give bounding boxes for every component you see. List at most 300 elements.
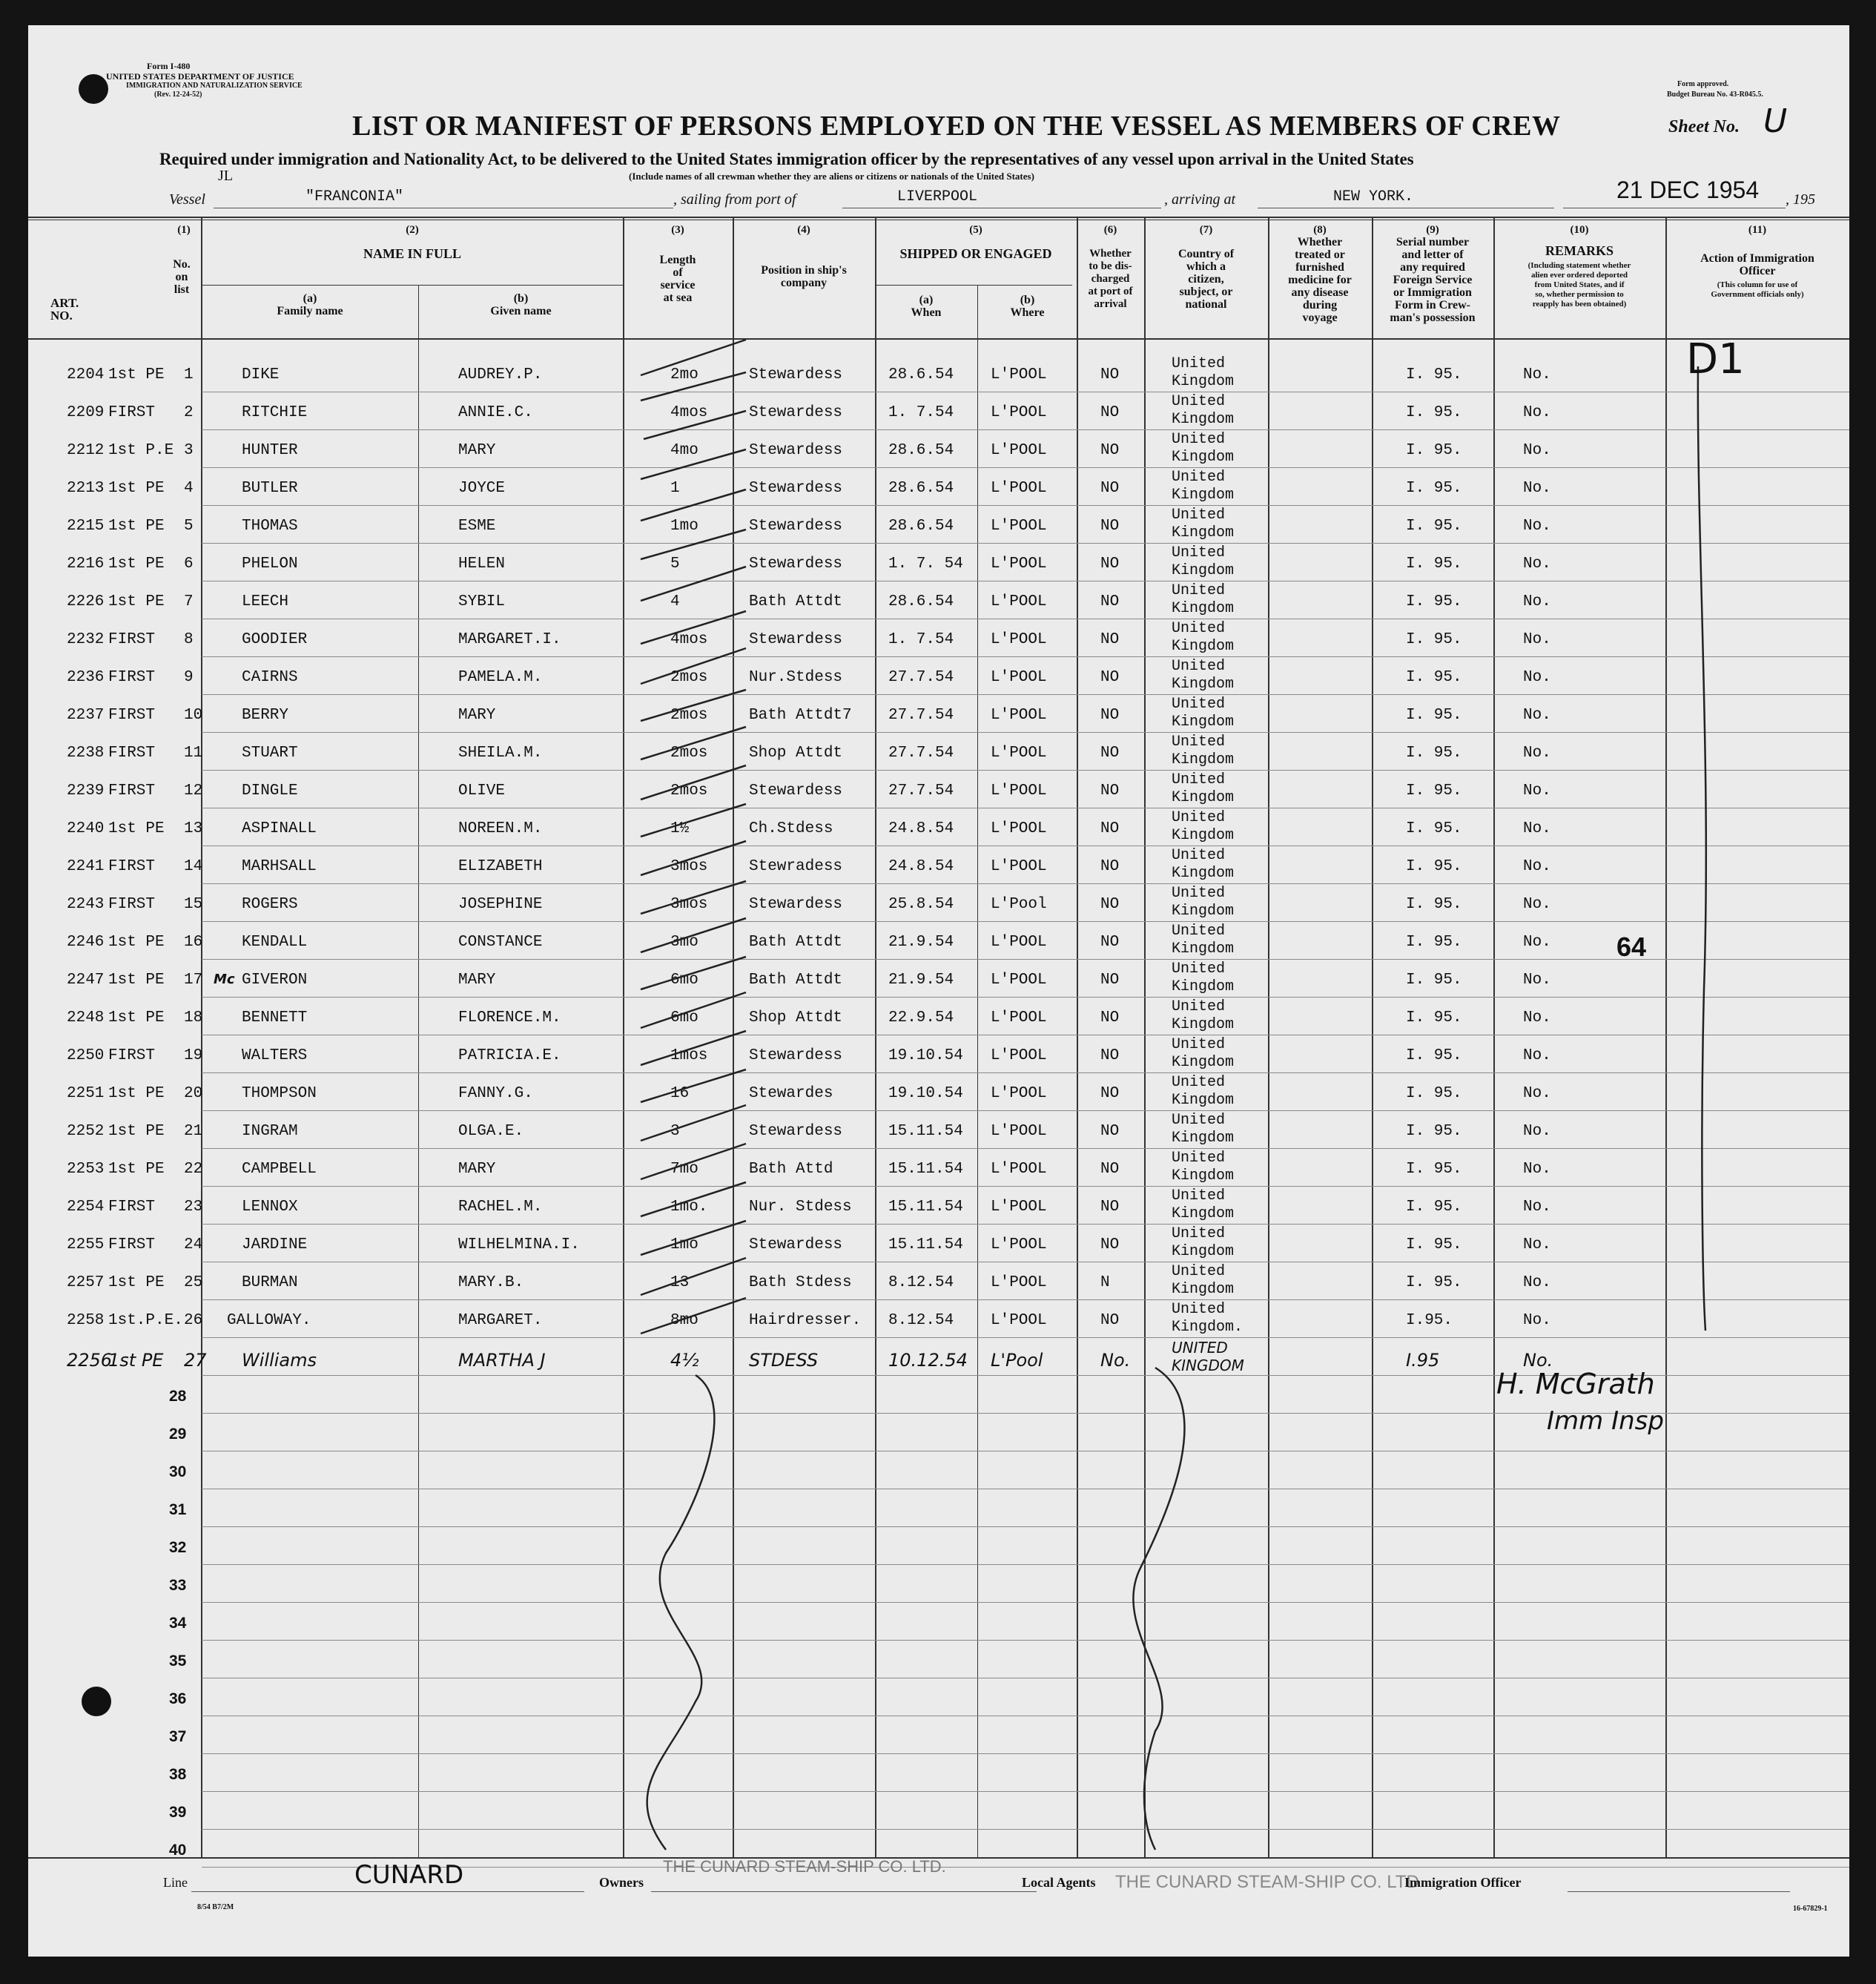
serial-form: I. 95.	[1406, 631, 1462, 648]
art-number: 2240	[67, 820, 105, 837]
discharge: NO	[1100, 593, 1120, 610]
length-of-service: 1mos	[670, 1047, 708, 1064]
remarks: No.	[1523, 820, 1551, 837]
given-name: WILHELMINA.I.	[458, 1236, 580, 1253]
country-line2: Kingdom	[1172, 524, 1235, 541]
country-line1: United	[1172, 393, 1226, 410]
country-line1: United	[1172, 544, 1226, 561]
col3-number: (3)	[671, 224, 684, 236]
given-name: MARY	[458, 707, 496, 724]
list-number: 19	[184, 1047, 203, 1064]
position: Stewardess	[749, 1123, 843, 1140]
length-of-service-header: Length of service at sea	[659, 254, 696, 304]
art-number: 2248	[67, 1009, 105, 1026]
given-name: MARGARET.	[458, 1312, 543, 1329]
remarks: No.	[1523, 556, 1551, 573]
discharge: NO	[1100, 442, 1120, 459]
shipped-when: 27.7.54	[888, 707, 954, 724]
given-name: MARY	[458, 972, 496, 989]
art-number: 2238	[67, 745, 105, 762]
art-number: 2243	[67, 896, 105, 913]
discharge: NO	[1100, 556, 1120, 573]
country-line1: United	[1172, 355, 1226, 372]
class-code: 1st PE	[108, 366, 165, 383]
class-code: FIRST	[108, 669, 156, 686]
serial-number-header: Serial number and letter of any required Foreign Service or Immigration Form in Crew- man's possession	[1390, 236, 1476, 324]
discharge-header: Whether to be dis- charged at port of arrival	[1088, 248, 1133, 310]
family-name: PHELON	[242, 556, 298, 573]
discharge: NO	[1100, 934, 1120, 951]
family-name: GOODIER	[242, 631, 308, 648]
country-line1: United	[1172, 1263, 1226, 1280]
family-name: JARDINE	[242, 1236, 308, 1253]
remarks: No.	[1523, 366, 1551, 383]
country-line2: Kingdom	[1172, 978, 1235, 995]
position: Bath Attdt	[749, 593, 843, 610]
shipped-where: L'POOL	[991, 442, 1047, 459]
country-line2: Kingdom	[1172, 940, 1235, 958]
list-number: 15	[184, 896, 203, 913]
country-line1: United	[1172, 960, 1226, 978]
shipped-where: L'POOL	[991, 1047, 1047, 1064]
class-code: 1st.P.E.	[108, 1312, 183, 1329]
country-line1: United	[1172, 1187, 1226, 1204]
serial-form: I. 95.	[1406, 782, 1462, 800]
country-line2: Kingdom	[1172, 562, 1235, 579]
shipped-where: L'POOL	[991, 707, 1047, 724]
given-name: JOYCE	[458, 480, 506, 497]
position: Stewardess	[749, 1236, 843, 1253]
remarks: No.	[1523, 631, 1551, 648]
discharge: NO	[1100, 669, 1120, 686]
list-number: 17	[184, 972, 203, 989]
remarks: No.	[1523, 1009, 1551, 1026]
action-header: Action of Immigration Officer	[1700, 252, 1814, 277]
country-line2: Kingdom	[1172, 713, 1235, 731]
country-line2: Kingdom	[1172, 676, 1235, 693]
serial-form: I. 95.	[1406, 1123, 1462, 1140]
given-name: MARGARET.I.	[458, 631, 561, 648]
name-in-full-header: NAME IN FULL	[363, 246, 461, 261]
position: Stewardess	[749, 480, 843, 497]
approval-line1: Form approved.	[1677, 80, 1729, 88]
class-code: FIRST	[108, 404, 156, 421]
art-number: 2212	[67, 442, 105, 459]
action-note: (This column for use of Government officials only)	[1711, 280, 1804, 299]
family-name: ASPINALL	[242, 820, 317, 837]
serial-form: I. 95.	[1406, 518, 1462, 535]
discharge: NO	[1100, 404, 1120, 421]
list-number: 6	[184, 556, 194, 573]
shipped-where: L'POOL	[991, 820, 1047, 837]
position: Nur.Stdess	[749, 669, 843, 686]
discharge: NO	[1100, 1312, 1120, 1329]
blank-line-number: 38	[169, 1766, 187, 1783]
year-suffix: , 195	[1786, 191, 1815, 208]
country-line1: United	[1172, 431, 1226, 448]
given-name: PAMELA.M.	[458, 669, 543, 686]
serial-form: I. 95.	[1406, 556, 1462, 573]
country-line2: Kingdom	[1172, 638, 1235, 655]
country-line2: Kingdom	[1172, 1281, 1235, 1298]
list-number: 18	[184, 1009, 203, 1026]
serial-form: I. 95.	[1406, 745, 1462, 762]
blank-line-number: 33	[169, 1577, 187, 1594]
departure-port: LIVERPOOL	[897, 188, 978, 205]
list-number: 12	[184, 782, 203, 800]
officer-title: Imm Insp	[1547, 1406, 1664, 1436]
position: Stewardess	[749, 518, 843, 535]
country-line1: United	[1172, 885, 1226, 902]
family-name: LENNOX	[242, 1199, 298, 1216]
country-line2: Kingdom	[1172, 865, 1235, 882]
when-header: (a) When	[911, 294, 942, 319]
family-name: CAIRNS	[242, 669, 298, 686]
length-of-service: 6mo	[670, 972, 698, 989]
list-number: 9	[184, 669, 194, 686]
family-name: GALLOWAY.	[227, 1312, 311, 1329]
country-line2: KINGDOM	[1172, 1357, 1244, 1374]
col1-number: (1)	[177, 224, 191, 236]
class-code: FIRST	[108, 631, 156, 648]
serial-form: I. 95.	[1406, 669, 1462, 686]
shipped-where: L'POOL	[991, 404, 1047, 421]
remarks: No.	[1523, 896, 1551, 913]
manifest-sheet	[28, 25, 1849, 1957]
shipped-when: 15.11.54	[888, 1236, 963, 1253]
art-number: 2251	[67, 1085, 105, 1102]
position: Stewardess	[749, 442, 843, 459]
serial-form: I. 95.	[1406, 1274, 1462, 1291]
remarks: No.	[1523, 972, 1551, 989]
position-header: Position in ship's company	[761, 264, 847, 289]
country-line2: Kingdom	[1172, 487, 1235, 504]
length-of-service: 2mos	[670, 669, 708, 686]
remarks: No.	[1523, 480, 1551, 497]
list-number: 14	[184, 858, 203, 875]
class-code: 1st P.E	[108, 442, 174, 459]
country-line1: United	[1172, 734, 1226, 751]
family-name: BURMAN	[242, 1274, 298, 1291]
given-name: MARY.B.	[458, 1274, 524, 1291]
art-number: 2255	[67, 1236, 105, 1253]
length-of-service: 4	[670, 593, 680, 610]
footer-code-left: 8/54 B7/2M	[197, 1903, 234, 1911]
blank-line-number: 40	[169, 1842, 187, 1859]
shipped-where: L'POOL	[991, 556, 1047, 573]
country-line1: United	[1172, 658, 1226, 675]
shipped-when: 28.6.54	[888, 366, 954, 383]
class-code: 1st PE	[108, 593, 165, 610]
discharge: NO	[1100, 631, 1120, 648]
shipped-when: 10.12.54	[888, 1350, 968, 1371]
blank-line-number: 29	[169, 1426, 187, 1443]
length-of-service: 4mos	[670, 631, 708, 648]
serial-form: I. 95.	[1406, 366, 1462, 383]
vessel-name: "FRANCONIA"	[305, 188, 404, 205]
country-line1: United	[1172, 1112, 1226, 1129]
class-code: 1st PE	[108, 1009, 165, 1026]
art-number: 2253	[67, 1161, 105, 1178]
shipped-where: L'POOL	[991, 480, 1047, 497]
col1-header: No. on list	[173, 258, 191, 296]
owners-value: THE CUNARD STEAM-SHIP CO. LTD.	[663, 1857, 946, 1876]
art-number: 2247	[67, 972, 105, 989]
shipped-where: L'POOL	[991, 1274, 1047, 1291]
arrival-port: NEW YORK.	[1333, 188, 1414, 205]
blank-line-number: 32	[169, 1539, 187, 1556]
list-number: 22	[184, 1161, 203, 1178]
given-name: JOSEPHINE	[458, 896, 543, 913]
country-line1: UNITED	[1172, 1339, 1228, 1357]
country-line1: United	[1172, 771, 1226, 788]
given-name-header: (b) Given name	[490, 292, 552, 317]
serial-form: I. 95.	[1406, 972, 1462, 989]
date-stamp: 21 DEC 1954	[1616, 177, 1760, 203]
list-number: 7	[184, 593, 194, 610]
class-code: 1st PE	[108, 1161, 165, 1178]
shipped-when: 28.6.54	[888, 518, 954, 535]
shipped-where: L'POOL	[991, 1199, 1047, 1216]
shipped-where: L'POOL	[991, 934, 1047, 951]
local-agents-value: THE CUNARD STEAM-SHIP CO. LTD	[1115, 1872, 1419, 1892]
class-code: 1st PE	[108, 1350, 164, 1371]
shipped-where: L'POOL	[991, 1236, 1047, 1253]
list-number: 2	[184, 404, 194, 421]
shipped-where: L'POOL	[991, 669, 1047, 686]
country-line2: Kingdom	[1172, 789, 1235, 806]
serial-form: I. 95.	[1406, 707, 1462, 724]
remarks: No.	[1523, 1047, 1551, 1064]
given-name: SHEILA.M.	[458, 745, 543, 762]
shipped-when: 24.8.54	[888, 820, 954, 837]
shipped-when: 28.6.54	[888, 480, 954, 497]
shipped-when: 15.11.54	[888, 1161, 963, 1178]
shipped-where: L'POOL	[991, 745, 1047, 762]
shipped-where: L'POOL	[991, 593, 1047, 610]
class-code: FIRST	[108, 782, 156, 800]
class-code: FIRST	[108, 896, 156, 913]
serial-form: I. 95.	[1406, 1047, 1462, 1064]
position: Bath Stdess	[749, 1274, 852, 1291]
footer-code-right: 16-67829-1	[1793, 1905, 1828, 1913]
position: Stewardess	[749, 896, 843, 913]
shipped-when: 28.6.54	[888, 442, 954, 459]
given-name: ESME	[458, 518, 496, 535]
col5-number: (5)	[969, 224, 982, 236]
remarks: No.	[1523, 858, 1551, 875]
shipped-where: L'POOL	[991, 1009, 1047, 1026]
position: Stewardess	[749, 366, 843, 383]
remarks-note: (Including statement whether alien ever ordered deported from United States, and if so, whether permission to reapply has been obtained)	[1527, 261, 1631, 309]
length-of-service: 1mo	[670, 518, 698, 535]
local-agents-label: Local Agents	[1022, 1875, 1096, 1890]
remarks: No.	[1523, 934, 1551, 951]
remarks: No.	[1523, 593, 1551, 610]
serial-form: I.95	[1406, 1350, 1440, 1371]
medicine-header: Whether treated or furnished medicine for any disease during voyage	[1288, 236, 1352, 324]
class-code: 1st PE	[108, 820, 165, 837]
col9-number: (9)	[1426, 224, 1439, 236]
list-number: 5	[184, 518, 194, 535]
blank-line-number: 30	[169, 1463, 187, 1480]
where-header: (b) Where	[1010, 294, 1045, 319]
country-line2: Kingdom	[1172, 903, 1235, 920]
shipped-when: 21.9.54	[888, 934, 954, 951]
country-line1: United	[1172, 1301, 1226, 1318]
vessel-label: Vessel	[169, 191, 205, 208]
shipped-when: 15.11.54	[888, 1123, 963, 1140]
country-line1: United	[1172, 620, 1226, 637]
include-note: (Include names of all crewman whether they are aliens or citizens or nationals of the United States)	[629, 171, 1034, 182]
country-line2: Kingdom.	[1172, 1319, 1243, 1336]
length-of-service: 1mo.	[670, 1199, 708, 1216]
country-line1: United	[1172, 1074, 1226, 1091]
serial-form: I. 95.	[1406, 1009, 1462, 1026]
art-number: 2246	[67, 934, 105, 951]
remarks: No.	[1523, 1312, 1551, 1329]
discharge: N	[1100, 1274, 1110, 1291]
country-line1: United	[1172, 1036, 1226, 1053]
given-name: HELEN	[458, 556, 506, 573]
serial-form: I. 95.	[1406, 442, 1462, 459]
art-number: 2250	[67, 1047, 105, 1064]
officer-signature: H. McGrath	[1496, 1368, 1655, 1400]
family-name: GIVERON	[242, 972, 308, 989]
shipped-where: L'POOL	[991, 1161, 1047, 1178]
length-of-service: 6mo	[670, 1009, 698, 1026]
country-line1: United	[1172, 696, 1226, 713]
class-code: FIRST	[108, 858, 156, 875]
form-number: Form I-480	[147, 61, 191, 71]
remarks: No.	[1523, 1350, 1553, 1371]
country-line2: Kingdom	[1172, 1092, 1235, 1109]
shipped-when: 28.6.54	[888, 593, 954, 610]
list-number: 1	[184, 366, 194, 383]
discharge: NO	[1100, 518, 1120, 535]
family-prefix: Mc	[214, 972, 235, 987]
remarks-count: 64	[1616, 932, 1647, 962]
revision: (Rev. 12-24-52)	[154, 90, 202, 99]
discharge: NO	[1100, 858, 1120, 875]
art-number: 2232	[67, 631, 105, 648]
art-number: 2213	[67, 480, 105, 497]
length-of-service: 2mos	[670, 745, 708, 762]
discharge: NO	[1100, 1123, 1120, 1140]
line-label: Line	[163, 1875, 188, 1890]
col10-number: (10)	[1570, 224, 1589, 236]
country-line2: Kingdom	[1172, 1130, 1235, 1147]
list-number: 4	[184, 480, 194, 497]
list-number: 3	[184, 442, 194, 459]
art-no-header: ART. NO.	[50, 296, 79, 323]
shipped-when: 15.11.54	[888, 1199, 963, 1216]
form-title: LIST OR MANIFEST OF PERSONS EMPLOYED ON THE VESSEL AS MEMBERS OF CREW	[352, 111, 1561, 142]
country-line1: United	[1172, 1150, 1226, 1167]
country-line2: Kingdom	[1172, 449, 1235, 466]
given-name: SYBIL	[458, 593, 506, 610]
family-name: DINGLE	[242, 782, 298, 800]
service: IMMIGRATION AND NATURALIZATION SERVICE	[126, 82, 303, 90]
remarks: No.	[1523, 442, 1551, 459]
art-number: 2215	[67, 518, 105, 535]
length-of-service: 7mo	[670, 1161, 698, 1178]
serial-form: I. 95.	[1406, 404, 1462, 421]
col7-number: (7)	[1199, 224, 1213, 236]
serial-form: I. 95.	[1406, 820, 1462, 837]
position: Stewardess	[749, 404, 843, 421]
class-code: FIRST	[108, 745, 156, 762]
class-code: 1st PE	[108, 1123, 165, 1140]
given-name: OLIVE	[458, 782, 506, 800]
country-line2: Kingdom	[1172, 1167, 1235, 1184]
shipped-when: 1. 7.54	[888, 404, 954, 421]
country-line2: Kingdom	[1172, 1243, 1235, 1260]
class-code: FIRST	[108, 1047, 156, 1064]
position: Stewardess	[749, 782, 843, 800]
pen-strikes	[28, 25, 1849, 1957]
length-of-service: 3mo	[670, 934, 698, 951]
given-name: MARTHA J	[458, 1350, 546, 1371]
serial-form: I. 95.	[1406, 1236, 1462, 1253]
remarks: No.	[1523, 1199, 1551, 1216]
list-number: 26	[184, 1312, 203, 1329]
shipped-when: 19.10.54	[888, 1085, 963, 1102]
art-number: 2241	[67, 858, 105, 875]
position: Bath Attd	[749, 1161, 833, 1178]
blank-line-number: 39	[169, 1804, 187, 1821]
shipped-when: 27.7.54	[888, 782, 954, 800]
given-name: AUDREY.P.	[458, 366, 543, 383]
col11-number: (11)	[1748, 224, 1767, 236]
position: Nur. Stdess	[749, 1199, 852, 1216]
family-name: BERRY	[242, 707, 289, 724]
serial-form: I. 95.	[1406, 934, 1462, 951]
country-line1: United	[1172, 469, 1226, 486]
class-code: 1st PE	[108, 556, 165, 573]
discharge: NO	[1100, 366, 1120, 383]
position: Shop Attdt	[749, 1009, 843, 1026]
discharge: NO	[1100, 782, 1120, 800]
country-line2: Kingdom	[1172, 373, 1235, 390]
serial-form: I. 95.	[1406, 896, 1462, 913]
col8-number: (8)	[1313, 224, 1327, 236]
shipped-when: 1. 7.54	[888, 631, 954, 648]
length-of-service: 5	[670, 556, 680, 573]
list-number: 27	[184, 1350, 207, 1371]
remarks: No.	[1523, 1236, 1551, 1253]
discharge: NO	[1100, 1047, 1120, 1064]
family-name: HUNTER	[242, 442, 298, 459]
department: UNITED STATES DEPARTMENT OF JUSTICE	[106, 71, 294, 82]
shipped-where: L'POOL	[991, 1123, 1047, 1140]
art-number: 2236	[67, 669, 105, 686]
serial-form: I. 95.	[1406, 593, 1462, 610]
discharge: NO	[1100, 480, 1120, 497]
country-line1: United	[1172, 1225, 1226, 1242]
length-of-service: 3mos	[670, 858, 708, 875]
remarks: No.	[1523, 404, 1551, 421]
position: Bath Attdt7	[749, 707, 852, 724]
position: Ch.Stdess	[749, 820, 833, 837]
family-name: KENDALL	[242, 934, 308, 951]
discharge: NO	[1100, 820, 1120, 837]
remarks: No.	[1523, 782, 1551, 800]
family-name: BUTLER	[242, 480, 298, 497]
remarks-header: REMARKS	[1545, 243, 1614, 258]
country-line1: United	[1172, 847, 1226, 864]
country-line1: United	[1172, 923, 1226, 940]
